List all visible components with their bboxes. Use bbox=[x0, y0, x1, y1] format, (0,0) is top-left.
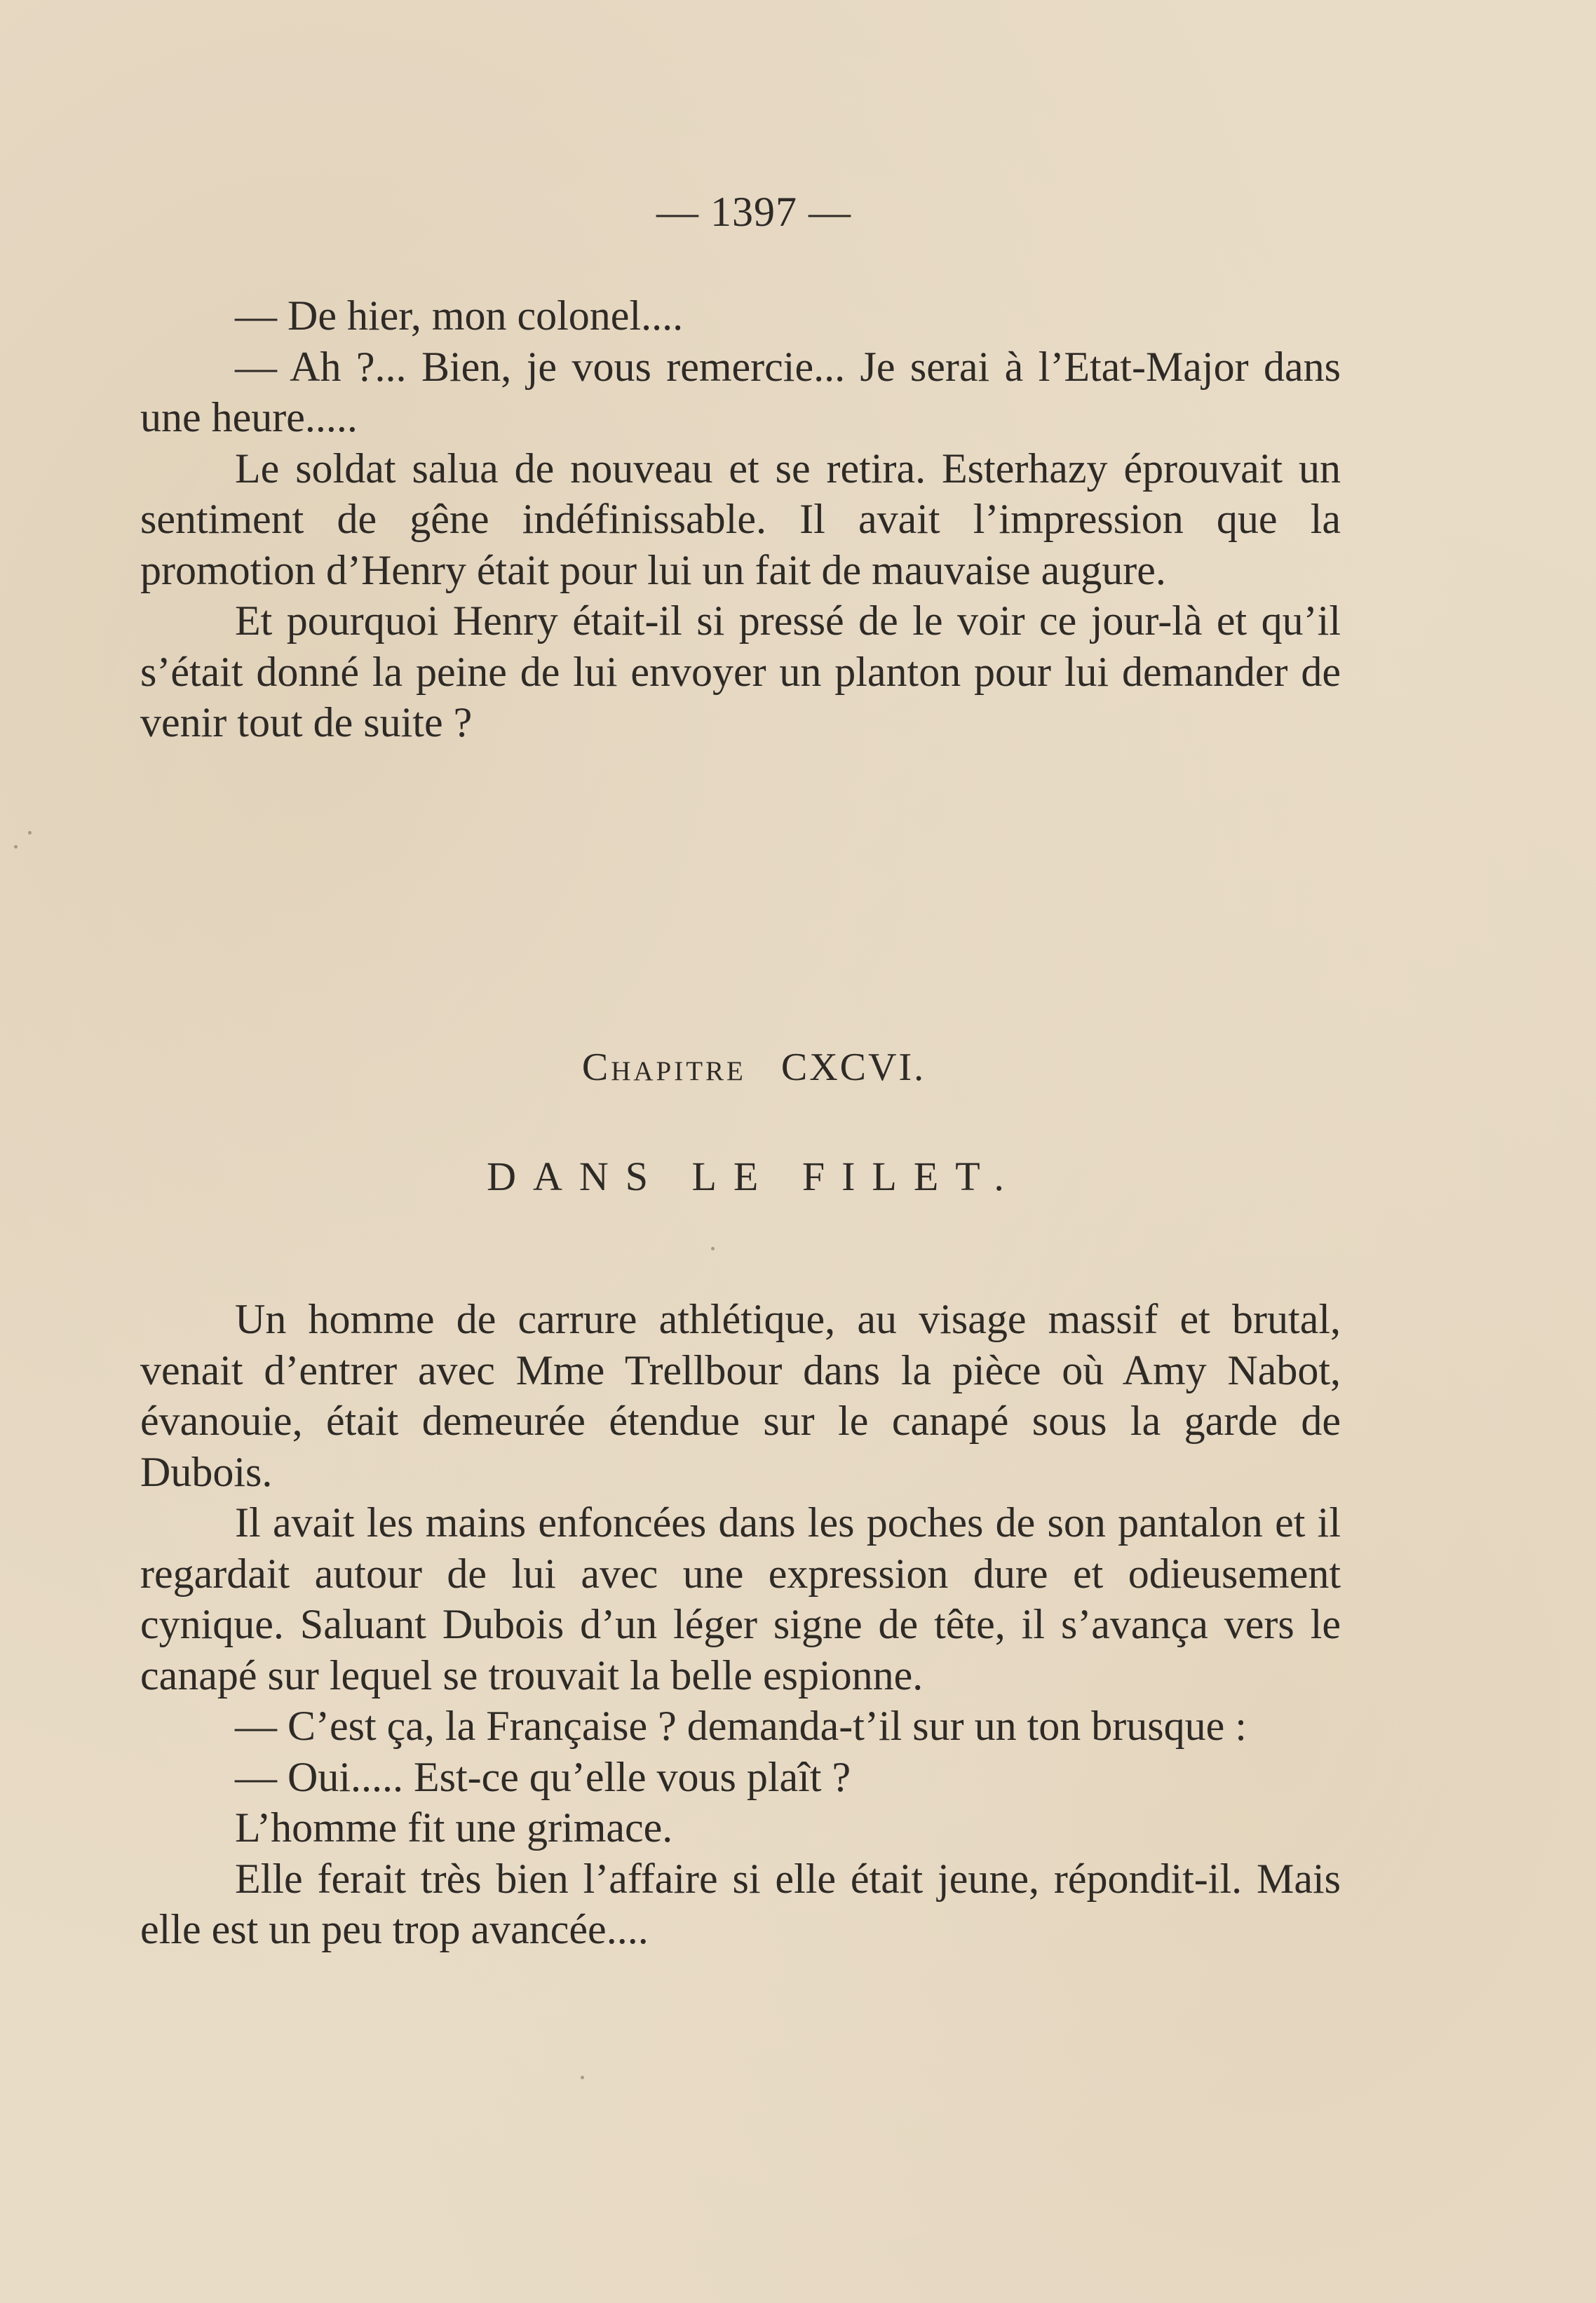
paragraph: Le soldat salua de nouveau et se retira. Esterhazy éprouvait un sentiment de gêne indéfinissable. Il avait l’impression que la promotion d’Henry était pour lui un fait de mauvaise augure. bbox=[140, 445, 1341, 593]
paragraph: — De hier, mon colonel.... bbox=[235, 292, 684, 339]
chapter-label: Chapitre bbox=[581, 1046, 746, 1089]
paragraph: Il avait les mains enfoncées dans les poches de son pantalon et il regardait autour de lui avec une expression dure et odieusement cynique. Saluant Dubois d’un léger signe de tête, il s’avança vers le canapé sur lequel se trouvait la belle espionne. bbox=[140, 1499, 1341, 1698]
page-number: — 1397 — bbox=[656, 189, 851, 235]
paragraph: — C’est ça, la Française ? demanda-t’il sur un ton brusque : bbox=[235, 1703, 1247, 1749]
paper-speck bbox=[14, 845, 18, 849]
chapter-number: CXCVI. bbox=[780, 1046, 926, 1089]
top-text-block bbox=[140, 290, 1341, 748]
paragraph: Elle ferait très bien l’affaire si elle était jeune, répondit-il. Mais elle est un peu trop avancée.... bbox=[140, 1855, 1341, 1952]
chapter-text-block bbox=[140, 1294, 1341, 1955]
paper-speck bbox=[28, 831, 32, 835]
chapter-heading bbox=[0, 1043, 1508, 1092]
paragraph: Et pourquoi Henry était-il si pressé de le voir ce jour-là et qu’il s’était donné la peine de lui envoyer un planton pour lui demander de venir tout de suite ? bbox=[140, 597, 1341, 745]
paragraph: — Ah ?... Bien, je vous remercie... Je serai à l’Etat-Major dans une heure..... bbox=[140, 343, 1341, 440]
paragraph: L’homme fit une grimace. bbox=[235, 1804, 673, 1851]
paper-speck bbox=[581, 2076, 584, 2079]
paragraph: — Oui..... Est-ce qu’elle vous plaît ? bbox=[235, 1753, 851, 1800]
paper-speck bbox=[711, 1247, 715, 1250]
paragraph: Un homme de carrure athlétique, au visage massif et brutal, venait d’entrer avec Mme Trellbour dans la pièce où Amy Nabot, évanouie, était demeurée étendue sur le canapé sous la garde de Dubois. bbox=[140, 1296, 1341, 1495]
chapter-title: DANS LE FILET. bbox=[487, 1154, 1021, 1199]
